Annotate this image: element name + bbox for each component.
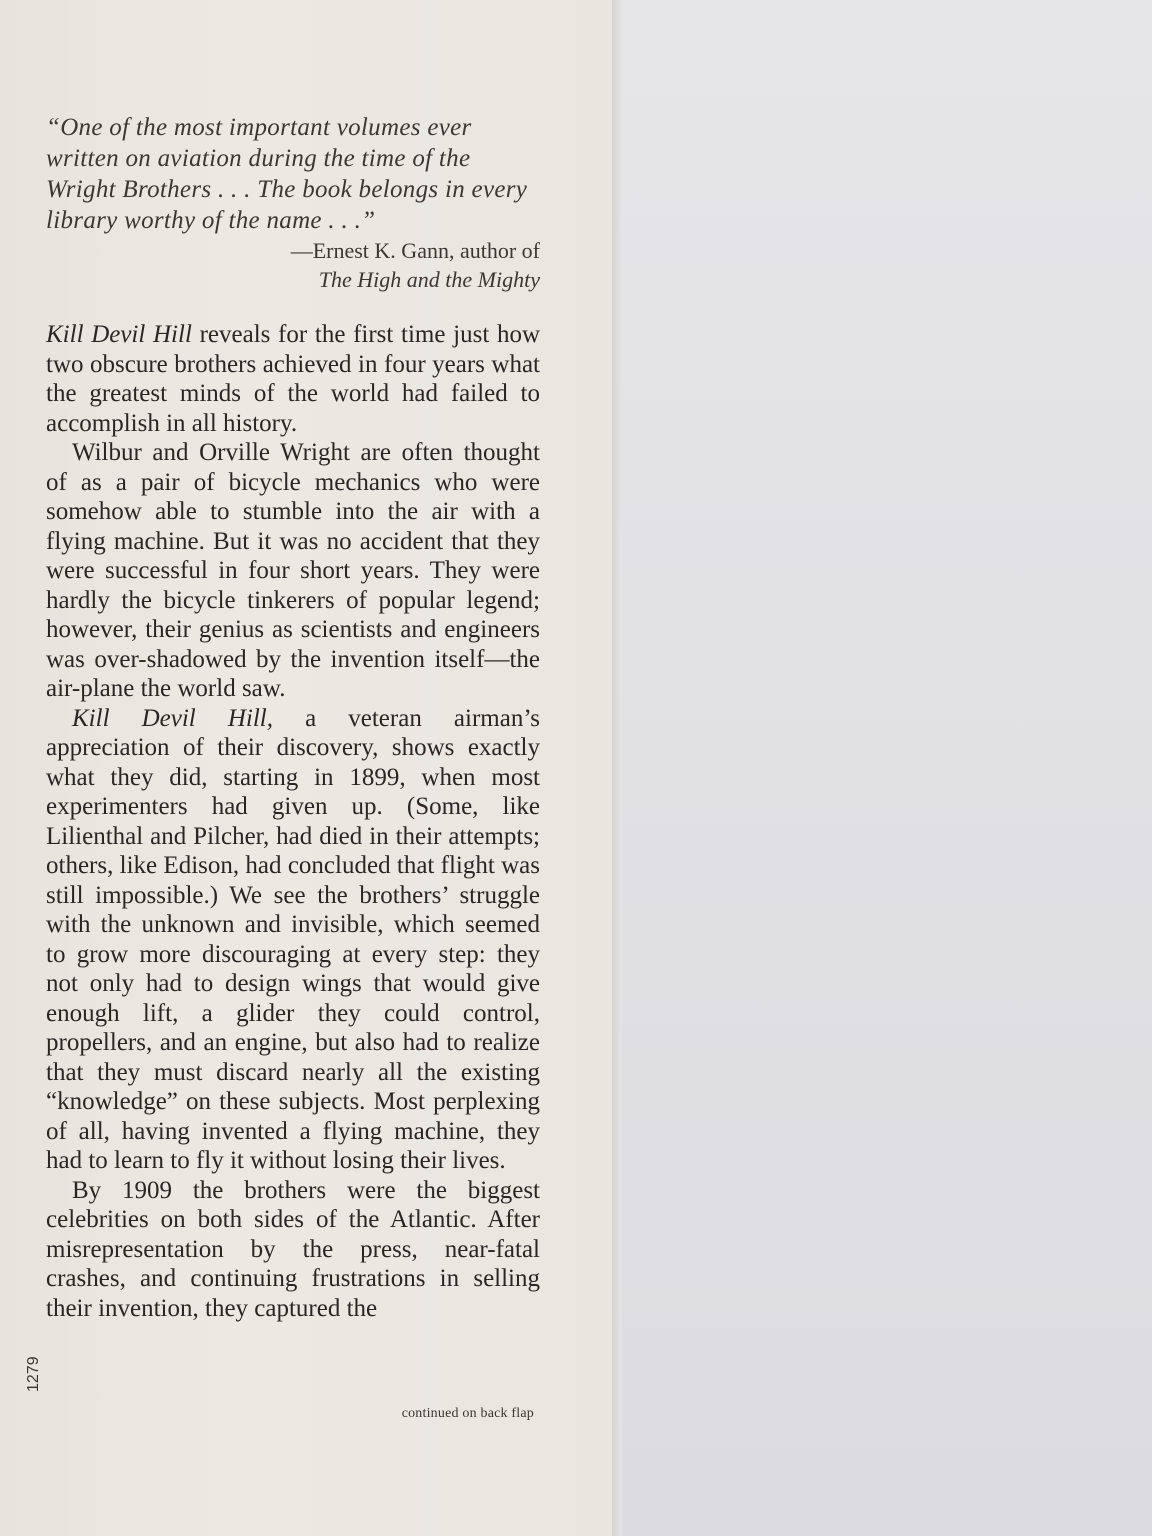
flap-fold-edge — [612, 0, 622, 1536]
blank-endpaper — [622, 0, 1152, 1536]
paragraph-4: By 1909 the brothers were the biggest celebrities on both sides of the Atlantic. After misrepresentation by the press, near-fatal crashes, and continuing frustrations in selling their invention, they captured the — [46, 1176, 540, 1322]
price-code: 1279 — [25, 1356, 42, 1392]
attribution-author: —Ernest K. Gann, author of — [290, 238, 540, 263]
paragraph-1-text: reveals for the first time just how two obscure brothers achieved in four years what the greatest minds of the world had failed to accomplish in all history. — [46, 321, 540, 437]
paragraph-2: Wilbur and Orville Wright are often thought of as a pair of bicycle mechanics who were somehow able to stumble into the air with a flying machine. But it was no accident that they were successful in four short years. They were hardly the bicycle tinkerers of popular legend; however, their genius as scientists and engineers was over-shadowed by the invention itself—the air-plane the world saw. — [46, 439, 540, 702]
book-title: Kill Devil Hill, — [72, 704, 273, 732]
paragraph-3 — [46, 704, 540, 1176]
blurb-quote: “One of the most important volumes ever written on aviation during the time of the Wright Brothers . . . The book belongs in every library worthy of the name . . .” — [46, 114, 528, 234]
attribution-book-title: The High and the Mighty — [318, 267, 540, 292]
continued-note: continued on back flap — [401, 1406, 534, 1421]
paragraph-3-text: a veteran airman’s appreciation of their discovery, shows exactly what they did, starting in 1899, when most experimenters had given up. (Some, like Lilienthal and Pilcher, had died in their attempts; others, like Edison, had concluded that flight was still impossible.) We see the brothers’ struggle with the unknown and invisible, which seemed to grow more discouraging at every step: they not only had to design wings that would give enough lift, a glider they could control, propellers, and an engine, but also had to realize that they must discard nearly all the existing “knowledge” on these subjects. Most perplexing of all, having invented a flying machine, they had to learn to fly it without losing their lives. — [46, 704, 540, 1174]
book-title: Kill Devil Hill — [46, 321, 192, 348]
flap-description — [46, 320, 540, 1323]
paragraph-1 — [46, 320, 540, 438]
quote-attribution — [46, 236, 540, 294]
